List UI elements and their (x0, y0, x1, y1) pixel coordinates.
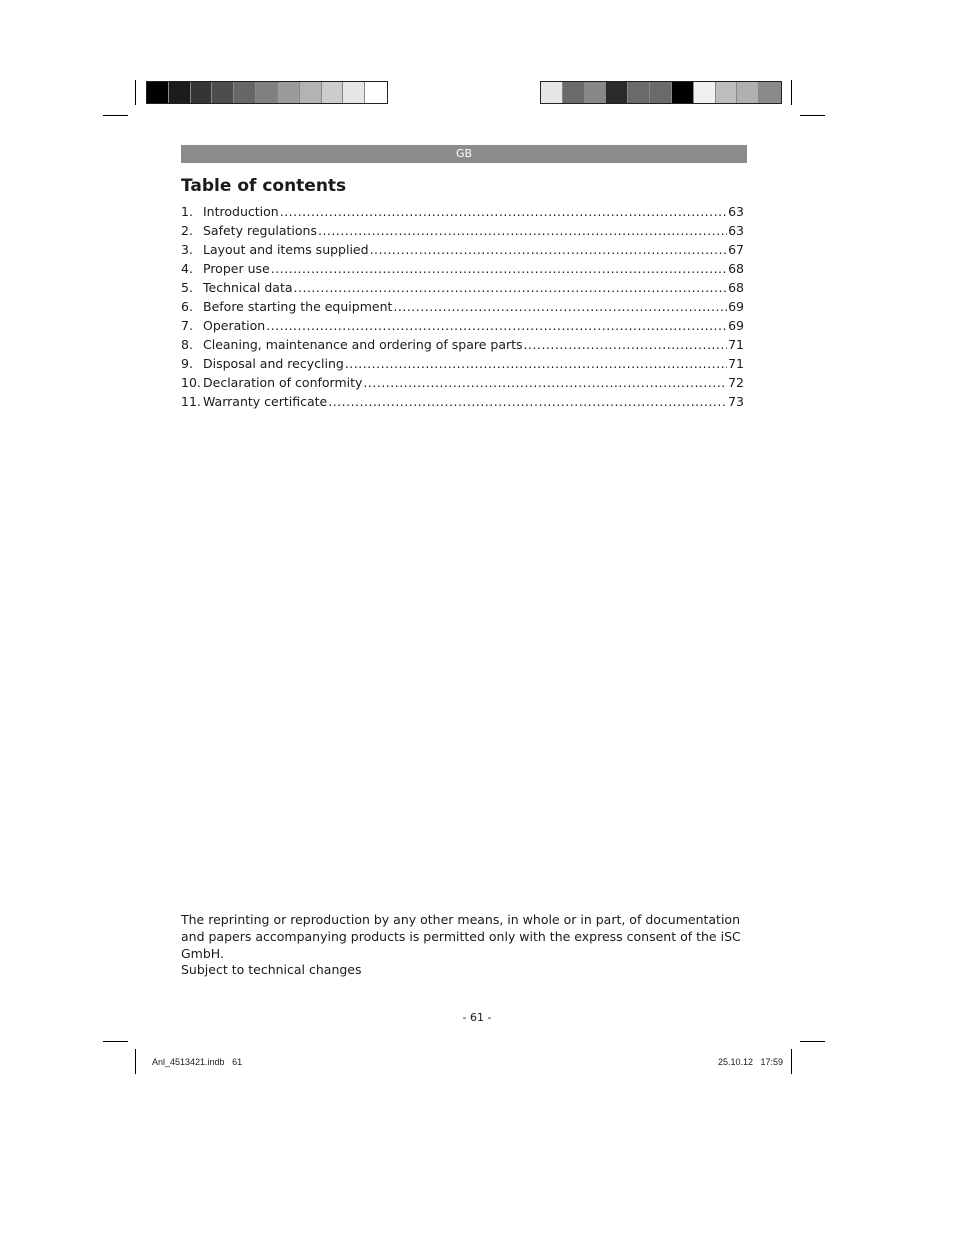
language-header: GB (181, 145, 747, 163)
toc-entry-label: Declaration of conformity (203, 375, 363, 390)
toc-entry-page: 69 (728, 318, 744, 333)
toc-entry-number: 1. (181, 204, 193, 219)
color-swatch (737, 82, 759, 103)
toc-entry-number: 3. (181, 242, 193, 257)
footer-timestamp: 25.10.12 17:59 (717, 1057, 783, 1067)
toc-entry-page: 69 (728, 299, 744, 314)
toc-entry-number: 8. (181, 337, 193, 352)
toc-entry[interactable] (181, 223, 744, 242)
color-swatch (278, 82, 300, 103)
toc-entry-number: 7. (181, 318, 193, 333)
toc-entry-label: Layout and items supplied (203, 242, 369, 257)
toc-entry-number: 5. (181, 280, 193, 295)
color-swatch (541, 82, 563, 103)
color-swatch (672, 82, 694, 103)
toc-leader-dots (280, 204, 727, 219)
toc-entry-label: Warranty certificate (203, 394, 328, 409)
toc-entry[interactable] (181, 299, 744, 318)
reprint-notice: The reprinting or reproduction by any other means, in whole or in part, of documentation and papers accompanying products is permitted only with the express consent of the iSC GmbH. (181, 912, 741, 961)
toc-entry-label: Proper use (203, 261, 270, 276)
toc-entry[interactable] (181, 242, 744, 261)
toc-entry[interactable] (181, 204, 744, 223)
color-swatch (256, 82, 278, 103)
toc-leader-dots (363, 375, 727, 390)
color-swatch (322, 82, 344, 103)
toc-entry-page: 68 (728, 261, 744, 276)
toc-entry[interactable] (181, 356, 744, 375)
toc-entry-page: 67 (728, 242, 744, 257)
color-swatch (650, 82, 672, 103)
table-of-contents (181, 204, 744, 413)
toc-title: Table of contents (181, 176, 347, 196)
page-number: - 61 - (462, 1011, 492, 1024)
toc-entry-label: Safety regulations (203, 223, 317, 238)
color-swatch (212, 82, 234, 103)
toc-entry-label: Disposal and recycling (203, 356, 344, 371)
toc-entry-label: Before starting the equipment (203, 299, 393, 314)
color-calibration-bar-left (146, 81, 388, 104)
toc-entry-number: 11. (181, 394, 201, 409)
toc-entry[interactable] (181, 337, 744, 356)
technical-changes-note: Subject to technical changes (181, 962, 362, 977)
color-swatch (716, 82, 738, 103)
toc-entry-number: 9. (181, 356, 193, 371)
toc-entry[interactable] (181, 318, 744, 337)
toc-entry-number: 2. (181, 223, 193, 238)
color-swatch (147, 82, 169, 103)
toc-leader-dots (524, 337, 728, 352)
crop-mark (800, 115, 825, 116)
crop-mark (800, 1041, 825, 1042)
crop-mark (135, 1049, 136, 1074)
color-swatch (169, 82, 191, 103)
toc-entry[interactable] (181, 375, 744, 394)
footer-file-name: Anl_4513421.indb 61 (152, 1057, 243, 1067)
toc-entry[interactable] (181, 261, 744, 280)
toc-leader-dots (370, 242, 728, 257)
crop-mark (791, 1049, 792, 1074)
crop-mark (103, 1041, 128, 1042)
color-swatch (628, 82, 650, 103)
toc-entry-label: Operation (203, 318, 266, 333)
toc-leader-dots (271, 261, 727, 276)
color-swatch (563, 82, 585, 103)
toc-entry-page: 72 (728, 375, 744, 390)
toc-leader-dots (294, 280, 728, 295)
toc-entry[interactable] (181, 394, 744, 413)
toc-entry-label: Introduction (203, 204, 279, 219)
toc-entry-label: Cleaning, maintenance and ordering of spare parts (203, 337, 523, 352)
toc-leader-dots (266, 318, 727, 333)
toc-entry-page: 73 (728, 394, 744, 409)
toc-entry-page: 63 (728, 204, 744, 219)
crop-mark (791, 80, 792, 105)
toc-leader-dots (393, 299, 727, 314)
color-calibration-bar-right (540, 81, 782, 104)
color-swatch (234, 82, 256, 103)
color-swatch (300, 82, 322, 103)
color-swatch (759, 82, 781, 103)
toc-entry[interactable] (181, 280, 744, 299)
toc-entry-page: 71 (728, 337, 744, 352)
color-swatch (343, 82, 365, 103)
color-swatch (585, 82, 607, 103)
color-swatch (365, 82, 387, 103)
toc-entry-number: 10. (181, 375, 201, 390)
toc-leader-dots (328, 394, 727, 409)
toc-entry-label: Technical data (203, 280, 293, 295)
color-swatch (694, 82, 716, 103)
toc-entry-number: 6. (181, 299, 193, 314)
toc-entry-number: 4. (181, 261, 193, 276)
toc-leader-dots (345, 356, 727, 371)
color-swatch (606, 82, 628, 103)
crop-mark (103, 115, 128, 116)
crop-mark (135, 80, 136, 105)
toc-leader-dots (318, 223, 727, 238)
color-swatch (191, 82, 213, 103)
toc-entry-page: 68 (728, 280, 744, 295)
toc-entry-page: 71 (728, 356, 744, 371)
toc-entry-page: 63 (728, 223, 744, 238)
